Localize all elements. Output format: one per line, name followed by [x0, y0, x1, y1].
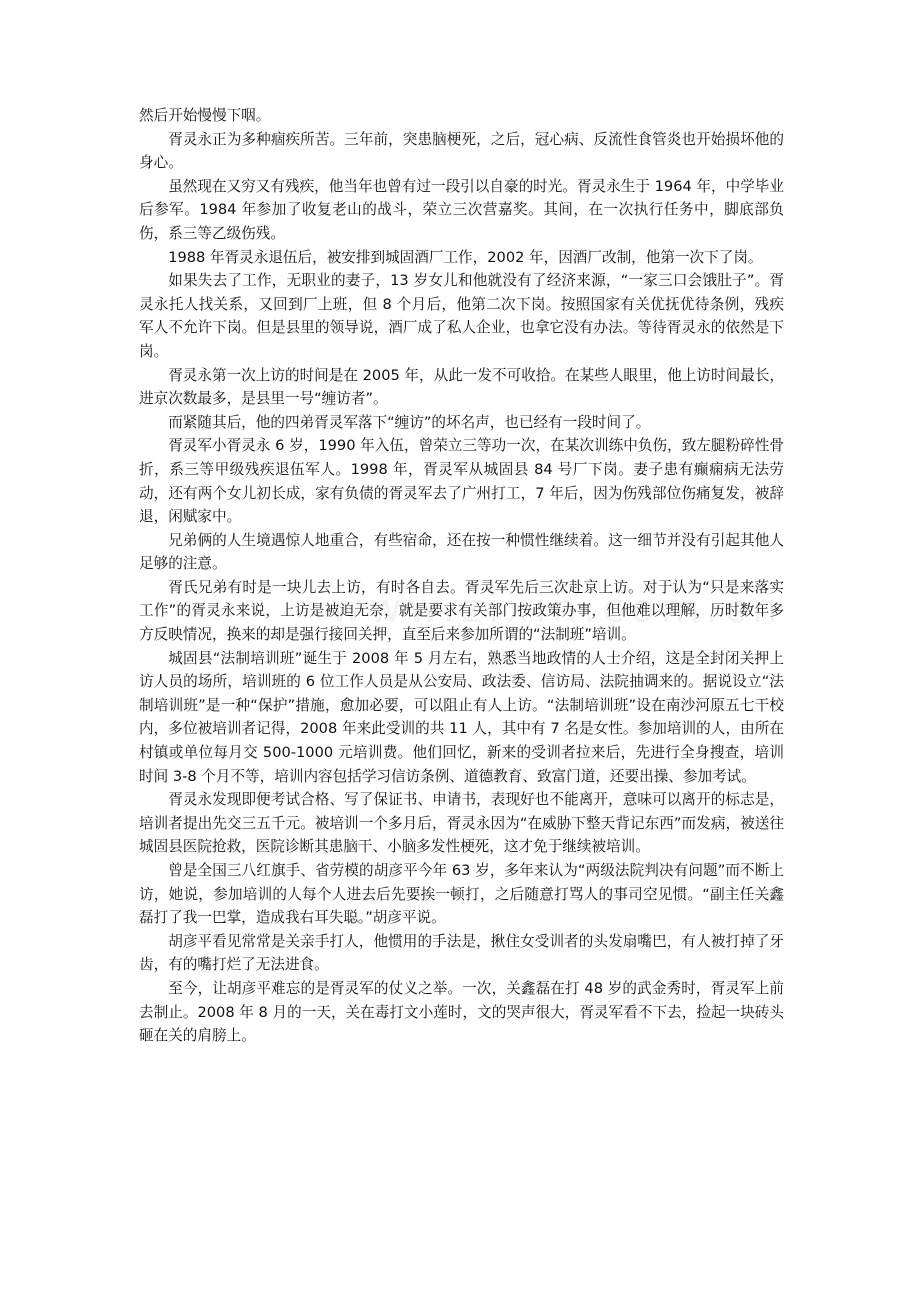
paragraph-15: 至今，让胡彦平难忘的是胥灵军的仗义之举。一次，关鑫磊在打 48 岁的武金秀时，胥灵军上前去制止。2008 年 8 月的一天，关在毒打文小莲时，文的哭声很大，胥灵军看不下去，捡起一块砖头砸在关的肩膀上。: [139, 979, 784, 1045]
paragraph-5: 如果失去了工作，无职业的妻子，13 岁女儿和他就没有了经济来源，“一家三口会饿肚子”。胥灵永托人找关系，又回到厂上班，但 8 个月后，他第二次下岗。按照国家有关优抚优待条例，残疾军人不允许下岗。但是县里的领导说，酒厂成了私人企业，也拿它没有办法。等待胥灵永的依然是下岗。: [139, 272, 784, 360]
paragraph-2: 胥灵永正为多种痼疾所苦。三年前，突患脑梗死，之后，冠心病、反流性食管炎也开始损坏他的身心。: [139, 130, 784, 172]
paragraph-4: 1988 年胥灵永退伍后，被安排到城固酒厂工作，2002 年，因酒厂改制，他第一次下了岗。: [168, 248, 763, 266]
paragraph-14: 胡彦平看见常常是关亲手打人，他惯用的手法是，揪住女受训者的头发扇嘴巴，有人被打掉了牙齿，有的嘴打烂了无法进食。: [139, 932, 784, 974]
paragraph-3: 虽然现在又穷又有残疾，他当年也曾有过一段引以自豪的时光。胥灵永生于 1964 年，中学毕业后参军。1984 年参加了收复老山的战斗，荣立三次营嘉奖。其间，在一次执行任务中，脚底部负伤，系三等乙级伤残。: [139, 177, 784, 242]
paragraph-12: 胥灵永发现即便考试合格、写了保证书、申请书，表现好也不能离开，意味可以离开的标志是，培训者提出先交三五千元。被培训一个多月后，胥灵永因为“在威胁下整天背记东西”而发病，被送往城固县医院抢救，医院诊断其患脑干、小脑多发性梗死，这才免于继续被培训。: [139, 791, 784, 856]
paragraph-9: 兄弟俩的人生境遇惊人地重合，有些宿命，还在按一种惯性继续着。这一细节并没有引起其他人足够的注意。: [139, 531, 784, 573]
paragraph-13: 曾是全国三八红旗手、省劳模的胡彦平今年 63 岁，多年来认为“两级法院判决有问题”而不断上访，她说，参加培训的人每个人进去后先要挨一顿打，之后随意打骂人的事司空见惯。“副主任关鑫磊打了我一巴掌，造成我右耳失聪。”胡彦平说。: [139, 862, 784, 927]
document-body: [139, 104, 784, 1048]
paragraph-6: 胥灵永第一次上访的时间是在 2005 年，从此一发不可收拾。在某些人眼里，他上访时间最长，进京次数最多，是县里一号“缠访者”。: [139, 366, 784, 408]
paragraph-10: 胥氏兄弟有时是一块儿去上访，有时各自去。胥灵军先后三次赴京上访。对于认为“只是来落实工作”的胥灵永来说，上访是被迫无奈，就是要求有关部门按政策办事，但他难以理解，历时数年多方反映情况，换来的却是强行接回关押，直至后来参加所谓的“法制班”培训。: [139, 578, 784, 644]
paragraph-7: 而紧随其后，他的四弟胥灵军落下“缠访”的坏名声，也已经有一段时间了。: [168, 413, 651, 431]
paragraph-11: 城固县“法制培训班”诞生于 2008 年 5 月左右，熟悉当地政情的人士介绍，这是全封闭关押上访人员的场所，培训班的 6 位工作人员是从公安局、政法委、信访局、法院抽调来的。据说设立“法制培训班”是一种“保护”措施，愈加必要，可以阻止有人上访。“法制培训班”设在南沙河原五七干校内，多位被培训者记得，2008 年来此受训的共 11 人，其中有 7 名是女性。参加培训的人，由所在村镇或单位每月交 500-1000 元培训费。他们回忆，新来的受训者拉来后，先进行全身搜查，培训时间 3-8 个月不等，培训内容包括学习信访条例、道德教育、致富门道，还要出操、参加考试。: [139, 649, 784, 785]
paragraph-1: 然后开始慢慢下咽。: [139, 107, 271, 124]
paragraph-8: 胥灵军小胥灵永 6 岁，1990 年入伍，曾荣立三等功一次，在某次训练中负伤，致左腿粉碎性骨折，系三等甲级残疾退伍军人。1998 年，胥灵军从城固县 84 号厂下岗。妻子患有癫痫病无法劳动，还有两个女儿初长成，家有负债的胥灵军去了广州打工，7 年后，因为伤残部位伤痛复发，被辞退，闲赋家中。: [139, 437, 784, 526]
